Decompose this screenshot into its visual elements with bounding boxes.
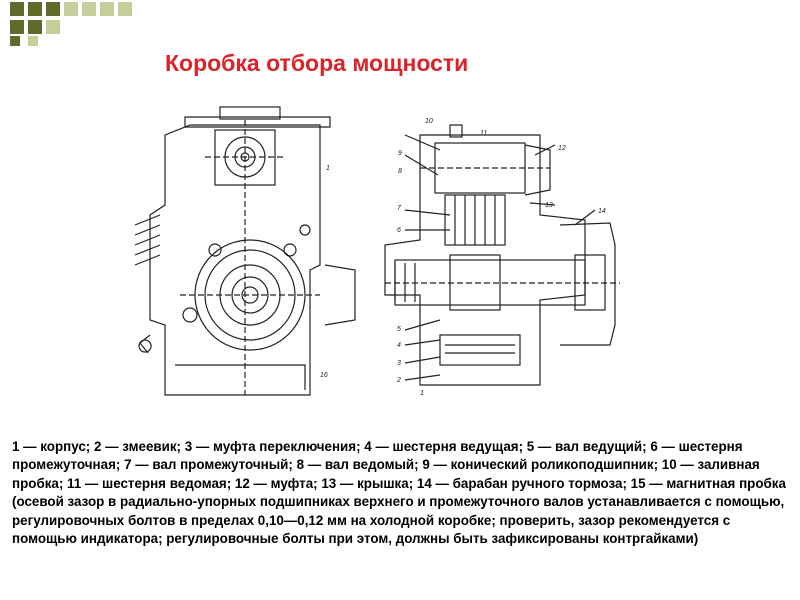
svg-text:1: 1 — [420, 390, 424, 397]
svg-text:3: 3 — [397, 360, 401, 367]
svg-text:16: 16 — [320, 372, 328, 379]
svg-text:6: 6 — [397, 227, 401, 234]
svg-text:2: 2 — [397, 377, 401, 384]
svg-text:11: 11 — [480, 130, 488, 137]
svg-text:9: 9 — [398, 150, 402, 157]
side-view-drawing — [135, 107, 355, 395]
svg-text:10: 10 — [425, 118, 433, 125]
legend-text: 1 — корпус; 2 — змеевик; 3 — муфта переключения; 4 — шестерня ведущая; 5 — вал ведущий; 6 — шестерня промежуточная; 7 — вал промежуточный; 8 — вал ведомый; 9 — конический роликоподшипник; 10 — заливная пробка; 11 — шестерня ведомая; 12 — муфта; 13 — крышка; 14 — барабан ручного тормоза; 15 — магнитная пробка (осевой зазор в радиально-упорных подшипниках верхнего и промежуточного валов устанавливается с помощью, регулировочных болтов в пределах 0,10—0,12 мм на холодной коробке; проверить, зазор рекомендуется с помощью индикатора; регулировочные болты при этом, должны быть зафиксированы контргайками) — [12, 439, 786, 547]
slide-title: Коробка отбора мощности — [165, 50, 469, 76]
svg-text:7: 7 — [397, 205, 401, 212]
svg-text:14: 14 — [598, 208, 606, 215]
svg-text:13: 13 — [545, 202, 553, 209]
svg-text:1: 1 — [326, 165, 330, 172]
svg-text:8: 8 — [398, 168, 402, 175]
section-view-drawing — [385, 125, 620, 385]
svg-text:4: 4 — [397, 342, 401, 349]
svg-text:12: 12 — [558, 145, 566, 152]
svg-text:5: 5 — [397, 326, 401, 333]
decorative-squares — [0, 0, 150, 48]
gearbox-technical-drawing — [120, 95, 640, 405]
